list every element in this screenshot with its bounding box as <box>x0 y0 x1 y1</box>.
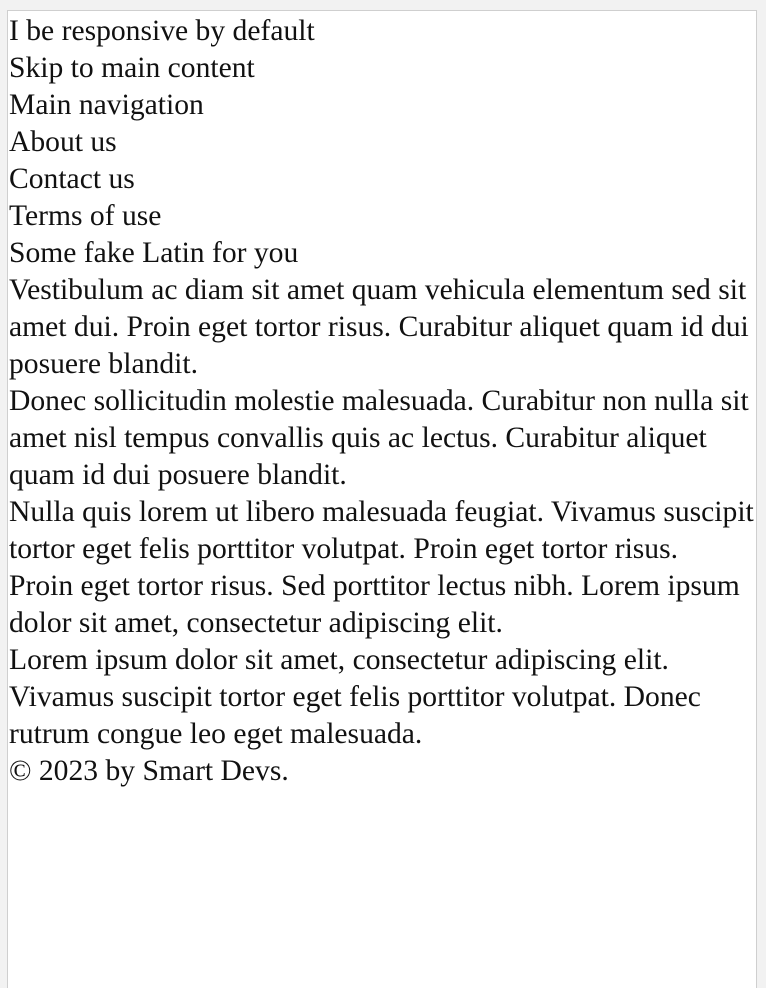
main-heading: Some fake Latin for you <box>9 237 299 269</box>
paragraph-2: Donec sollicitudin molestie malesuada. Curabitur non nulla sit amet nisl tempus convallis quis ac lectus. Curabitur aliquet quam id dui posuere blandit. <box>9 385 749 491</box>
paragraph-3: Nulla quis lorem ut libero malesuada feugiat. Vivamus suscipit tortor eget felis porttitor volutpat. Proin eget tortor risus. <box>9 496 754 565</box>
paragraph-4: Proin eget tortor risus. Sed porttitor lectus nibh. Lorem ipsum dolor sit amet, consectetur adipiscing elit. <box>9 570 740 639</box>
browser-viewport <box>7 10 757 988</box>
paragraph-1: Vestibulum ac diam sit amet quam vehicula elementum sed sit amet dui. Proin eget tortor risus. Curabitur aliquet quam id dui posuere blandit. <box>9 274 749 380</box>
paragraph-5: Lorem ipsum dolor sit amet, consectetur adipiscing elit. Vivamus suscipit tortor eget felis porttitor volutpat. Donec rutrum congue leo eget malesuada. <box>9 644 701 750</box>
nav-heading: Main navigation <box>9 89 204 121</box>
nav-link-about-us[interactable]: About us <box>9 126 117 158</box>
main-navigation <box>9 87 756 235</box>
footer <box>9 753 756 790</box>
page-content <box>8 11 756 790</box>
nav-link-terms-of-use[interactable]: Terms of use <box>9 200 162 232</box>
banner-text: I be responsive by default <box>9 15 315 47</box>
nav-link-contact-us[interactable]: Contact us <box>9 163 135 195</box>
main-content <box>9 235 756 753</box>
skip-to-main-link[interactable]: Skip to main content <box>9 52 255 84</box>
footer-copyright: © 2023 by Smart Devs. <box>9 755 289 787</box>
